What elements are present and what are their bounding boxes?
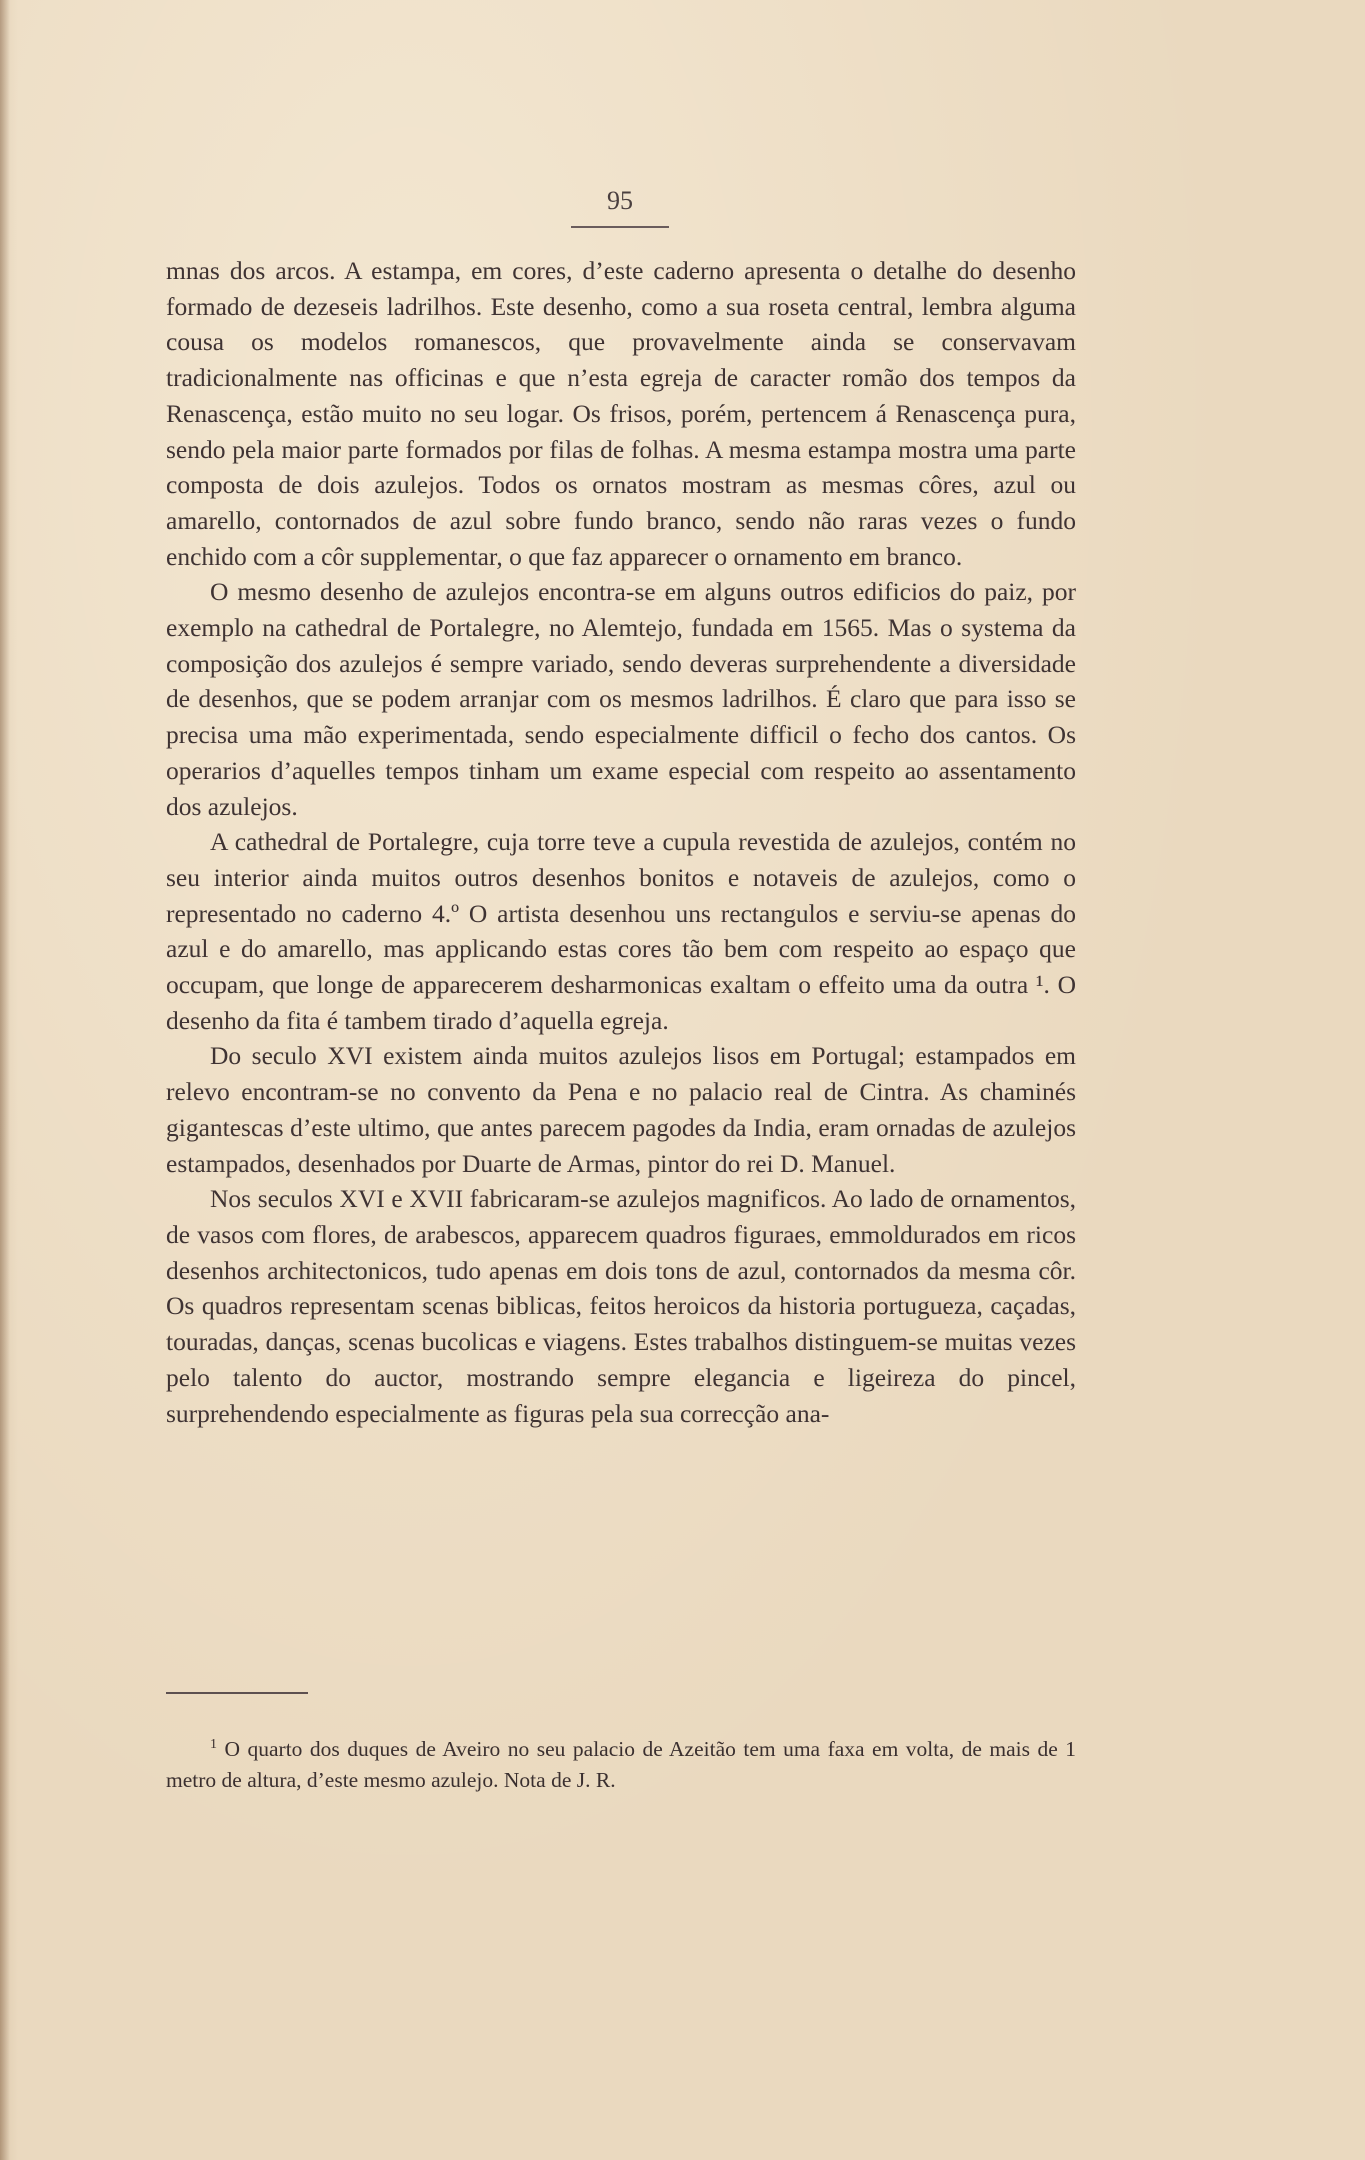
body-text bbox=[166, 253, 1076, 1431]
footnote-marker: 1 bbox=[210, 1737, 217, 1752]
page-gutter-shadow bbox=[0, 0, 10, 2160]
paragraph: A cathedral de Portalegre, cuja torre teve a cupula revestida de azulejos, contém no seu interior ainda muitos outros desenhos bonitos e notaveis de azulejos, como o representado no caderno 4.º O artista desenhou uns rectangulos e serviu-se apenas do azul e do amarello, mas applicando estas cores tão bem com respeito ao espaço que occupam, que longe de apparecerem desharmonicas exaltam o effeito uma da outra ¹. O desenho da fita é tambem tirado d’aquella egreja. bbox=[166, 827, 1076, 1035]
paragraph: Do seculo XVI existem ainda muitos azulejos lisos em Portugal; estampados em relevo encontram-se no convento da Pena e no palacio real de Cintra. As chaminés gigantescas d’este ultimo, que antes parecem pagodes da India, eram ornadas de azulejos estampados, desenhados por Duarte de Armas, pintor do rei D. Manuel. bbox=[166, 1041, 1076, 1178]
paragraph: O mesmo desenho de azulejos encontra-se em alguns outros edificios do paiz, por exemplo na cathedral de Portalegre, no Alemtejo, fundada em 1565. Mas o systema da composição dos azulejos é sempre variado, sendo deveras surprehendente a diversidade de desenhos, que se podem arranjar com os mesmos ladrilhos. É claro que para isso se precisa uma mão experimentada, sendo especialmente difficil o fecho dos cantos. Os operarios d’aquelles tempos tinham um exame especial com respeito ao assentamento dos azulejos. bbox=[166, 577, 1076, 821]
paragraph-continued: mnas dos arcos. A estampa, em cores, d’este caderno apresenta o detalhe do desenho formado de dezeseis ladrilhos. Este desenho, como a sua roseta central, lembra alguma cousa os modelos romanescos, que provavelmente ainda se conservavam tradicionalmente nas officinas e que n’esta egreja de caracter romão dos tempos da Renascença, estão muito no seu logar. Os frisos, porém, pertencem á Renascença pura, sendo pela maior parte formados por filas de folhas. A mesma estampa mostra uma parte composta de dois azulejos. Todos os ornatos mostram as mesmas côres, azul ou amarello, contornados de azul sobre fundo branco, sendo não raras vezes o fundo enchido com a côr supplementar, o que faz apparecer o ornamento em branco. bbox=[166, 256, 1076, 571]
footnote-separator bbox=[166, 1692, 308, 1694]
footnote-text: O quarto dos duques de Aveiro no seu palacio de Azeitão tem uma faxa em volta, de mais de 1 metro de altura, d’este mesmo azulejo. Nota de J. R. bbox=[166, 1737, 1076, 1793]
page-number-rule bbox=[571, 226, 669, 228]
page-number: 95 bbox=[607, 186, 633, 215]
paragraph: Nos seculos XVI e XVII fabricaram-se azulejos magnificos. Ao lado de ornamentos, de vasos com flores, de arabescos, apparecem quadros figuraes, emmoldurados em ricos desenhos architectonicos, tudo apenas em dois tons de azul, contornados da mesma côr. Os quadros representam scenas biblicas, feitos heroicos da historia portugueza, caçadas, touradas, danças, scenas bucolicas e viagens. Estes trabalhos distinguem-se muitas vezes pelo talento do auctor, mostrando sempre elegancia e ligeireza do pincel, surprehendendo especialmente as figuras pela sua correcção ana- bbox=[166, 1184, 1076, 1428]
footnote bbox=[166, 1729, 1076, 1796]
